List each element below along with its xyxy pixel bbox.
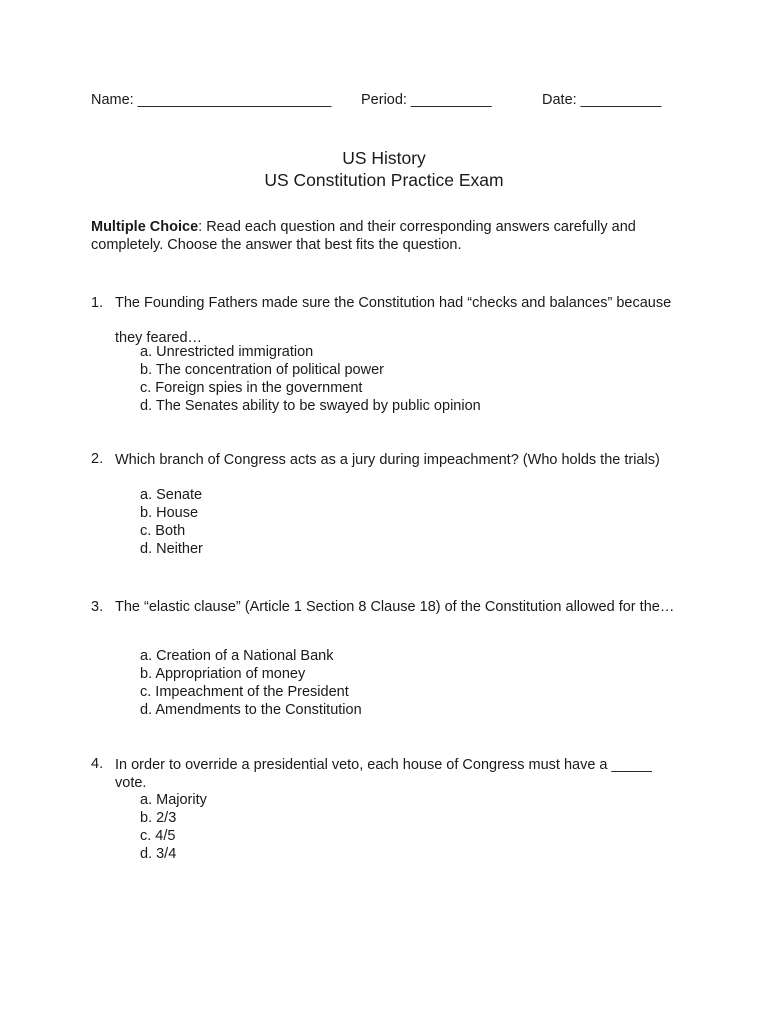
question-number: 1.	[91, 295, 104, 311]
question-number: 4.	[91, 756, 104, 772]
instructions-text: : Read each question and their corresponding answers carefully and completely. Choose the answer that best fits the question.	[91, 219, 636, 253]
answer-choices	[140, 343, 640, 415]
student-info-row	[91, 92, 691, 112]
answer-choice[interactable]: d. 3/4	[140, 846, 177, 862]
answer-choice[interactable]: c. Impeachment of the President	[140, 684, 349, 700]
question-text: The Founding Fathers made sure the Constitution had “checks and balances” because they feared…	[115, 295, 672, 346]
answer-choice[interactable]: a. Creation of a National Bank	[140, 648, 334, 664]
answer-choice[interactable]: d. The Senates ability to be swayed by public opinion	[140, 398, 481, 414]
question-number: 3.	[91, 599, 104, 615]
question-text: In order to override a presidential veto, each house of Congress must have a _____ vote.	[115, 757, 652, 791]
period-field[interactable]: Period: __________	[361, 92, 492, 108]
answer-choice[interactable]: c. Both	[140, 523, 186, 539]
answer-choice[interactable]: a. Unrestricted immigration	[140, 344, 314, 360]
question-text: The “elastic clause” (Article 1 Section 8 Clause 18) of the Constitution allowed for the…	[115, 599, 675, 615]
answer-choice[interactable]: b. House	[140, 505, 199, 521]
answer-choice[interactable]: b. Appropriation of money	[140, 666, 306, 682]
instructions-label: Multiple Choice	[91, 219, 199, 235]
answer-choices	[140, 486, 640, 558]
answer-choice[interactable]: b. The concentration of political power	[140, 362, 384, 378]
answer-choice[interactable]: a. Majority	[140, 792, 207, 808]
question-text: Which branch of Congress acts as a jury during impeachment? (Who holds the trials)	[115, 452, 660, 468]
instructions	[91, 218, 676, 254]
answer-choices	[140, 791, 640, 863]
exam-title: US Constitution Practice Exam	[264, 170, 504, 190]
answer-choice[interactable]: a. Senate	[140, 487, 203, 503]
answer-choice[interactable]: d. Neither	[140, 541, 203, 557]
question-number: 2.	[91, 451, 104, 467]
date-field[interactable]: Date: __________	[542, 92, 662, 108]
name-field[interactable]: Name: ________________________	[91, 92, 332, 108]
answer-choice[interactable]: c. Foreign spies in the government	[140, 380, 363, 396]
answer-choices	[140, 647, 640, 719]
answer-choice[interactable]: b. 2/3	[140, 810, 177, 826]
answer-choice[interactable]: d. Amendments to the Constitution	[140, 702, 362, 718]
answer-choice[interactable]: c. 4/5	[140, 828, 176, 844]
course-title: US History	[342, 148, 426, 168]
